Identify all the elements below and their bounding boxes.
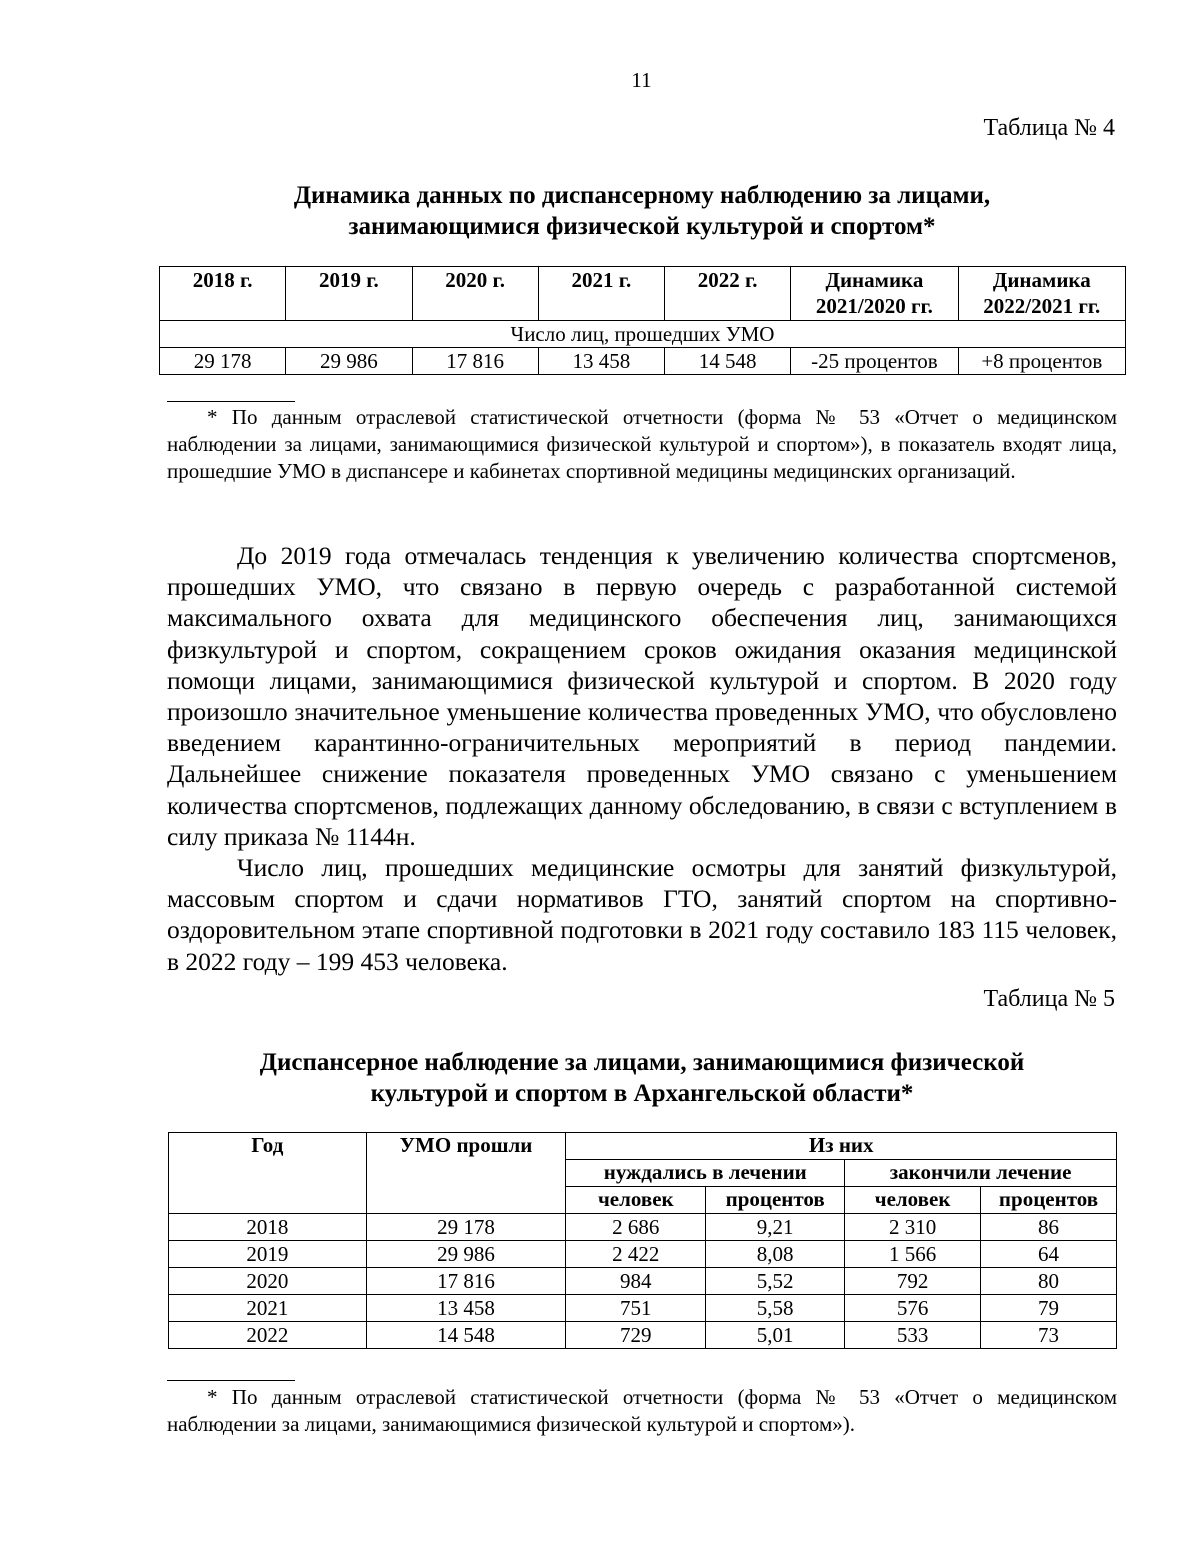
table-cell: 5,01 [706, 1322, 845, 1349]
table-cell: 64 [981, 1241, 1117, 1268]
table-cell: 17 816 [412, 348, 538, 375]
table-cell: 86 [981, 1214, 1117, 1241]
table-cell: 79 [981, 1295, 1117, 1322]
footnote-divider [167, 1380, 295, 1381]
table-5-footnote: * По данным отраслевой статистической отчетности (форма № 53 «Отчет о медицинском наблюдении за лицами, занимающимися физической культурой и спортом»). [167, 1385, 1117, 1436]
table-row [169, 1268, 1117, 1295]
table-cell: +8 процентов [958, 348, 1125, 375]
footnote-divider [167, 401, 295, 402]
table-5-header-umo: УМО прошли [366, 1133, 566, 1214]
table-4-header-cell: 2020 г. [412, 267, 538, 321]
table-cell: 984 [566, 1268, 706, 1295]
table-5-header-percent: процентов [706, 1187, 845, 1214]
table-4-header-cell: Динамика 2021/2020 гг. [791, 267, 958, 321]
table-4-title-line-2: занимающимися физической культурой и спортом* [348, 213, 936, 240]
table-cell: 729 [566, 1322, 706, 1349]
table-cell: 1 566 [845, 1241, 981, 1268]
table-cell: -25 процентов [791, 348, 958, 375]
table-cell: 576 [845, 1295, 981, 1322]
table-4 [159, 266, 1126, 375]
table-5-header-people: человек [566, 1187, 706, 1214]
table-cell: 2018 [169, 1214, 367, 1241]
table-cell: 73 [981, 1322, 1117, 1349]
paragraph: До 2019 года отмечалась тенденция к увеличению количества спортсменов, прошедших УМО, что связано в первую очередь с разработанной системой максимального охвата для медицинского обеспечения лиц, занимающихся физкультурой и спортом, сокращением сроков ожидания оказания медицинской помощи лицами, занимающимися физической культурой и спортом. В 2020 году произошло значительное уменьшение количества проведенных УМО, что обусловлено введением карантинно-ограничительных мероприятий в период пандемии. Дальнейшее снижение показателя проведенных УМО связано с уменьшением количества спортсменов, подлежащих данному обследованию, в связи с вступлением в силу приказа № 1144н. [167, 541, 1117, 851]
table-cell: 5,52 [706, 1268, 845, 1295]
table-cell: 2021 [169, 1295, 367, 1322]
table-row [169, 1295, 1117, 1322]
table-5-header-finished: закончили лечение [845, 1160, 1117, 1187]
table-cell: 2 686 [566, 1214, 706, 1241]
table-cell: 17 816 [366, 1268, 566, 1295]
table-5-body [169, 1214, 1117, 1349]
table-4-header-cell: Динамика 2022/2021 гг. [958, 267, 1125, 321]
table-5-header-year: Год [169, 1133, 367, 1214]
table-4-header-cell: 2022 г. [665, 267, 791, 321]
table-4-footnote: * По данным отраслевой статистической отчетности (форма № 53 «Отчет о медицинском наблюдении за лицами, занимающимися физической культурой и спортом»), в показатель входят лица, прошедшие УМО в диспансере и кабинетах спортивной медицины медицинских организаций. [167, 405, 1117, 483]
table-cell: 29 178 [366, 1214, 566, 1241]
table-5-header-row [169, 1133, 1117, 1160]
table-cell: 29 986 [366, 1241, 566, 1268]
table-4-subheader-row [160, 321, 1126, 348]
table-cell: 533 [845, 1322, 981, 1349]
table-5-title [167, 1047, 1117, 1109]
table-4-header-cell: 2021 г. [538, 267, 664, 321]
table-5-title-line-1: Диспансерное наблюдение за лицами, занимающимися физической [259, 1049, 1025, 1076]
table-cell: 2020 [169, 1268, 367, 1295]
table-cell: 80 [981, 1268, 1117, 1295]
table-row [169, 1322, 1117, 1349]
table-5-label: Таблица № 5 [983, 986, 1115, 1012]
table-4-header-cell: 2018 г. [160, 267, 286, 321]
table-5-header-of-them: Из них [566, 1133, 1117, 1160]
table-5-title-line-2: культурой и спортом в Архангельской области* [370, 1080, 914, 1107]
table-4-label: Таблица № 4 [983, 115, 1115, 141]
table-cell: 14 548 [665, 348, 791, 375]
table-4-header-row [160, 267, 1126, 321]
table-cell: 751 [566, 1295, 706, 1322]
table-row [160, 348, 1126, 375]
body-text [167, 540, 1117, 977]
table-5-header-percent: процентов [981, 1187, 1117, 1214]
table-cell: 2 422 [566, 1241, 706, 1268]
table-4-header-cell: 2019 г. [286, 267, 412, 321]
table-cell: 8,08 [706, 1241, 845, 1268]
table-cell: 29 986 [286, 348, 412, 375]
table-cell: 2019 [169, 1241, 367, 1268]
table-5-header-needed: нуждались в лечении [566, 1160, 845, 1187]
table-row [169, 1214, 1117, 1241]
table-4-subheader: Число лиц, прошедших УМО [160, 321, 1126, 348]
table-cell: 14 548 [366, 1322, 566, 1349]
table-cell: 2022 [169, 1322, 367, 1349]
table-cell: 792 [845, 1268, 981, 1295]
table-cell: 13 458 [538, 348, 664, 375]
table-row [169, 1241, 1117, 1268]
table-5 [168, 1132, 1117, 1349]
table-4-title [167, 180, 1117, 242]
paragraph: Число лиц, прошедших медицинские осмотры для занятий физкультурой, массовым спортом и сдачи нормативов ГТО, занятий спортом на спортивно-оздоровительном этапе спортивной подготовки в 2021 году составило 183 115 человек, в 2022 году – 199 453 человека. [167, 853, 1117, 976]
table-cell: 29 178 [160, 348, 286, 375]
table-cell: 5,58 [706, 1295, 845, 1322]
table-cell: 13 458 [366, 1295, 566, 1322]
table-cell: 9,21 [706, 1214, 845, 1241]
page-number: 11 [631, 68, 652, 92]
table-cell: 2 310 [845, 1214, 981, 1241]
table-4-title-line-1: Динамика данных по диспансерному наблюдению за лицами, [293, 182, 991, 209]
table-5-header-people: человек [845, 1187, 981, 1214]
